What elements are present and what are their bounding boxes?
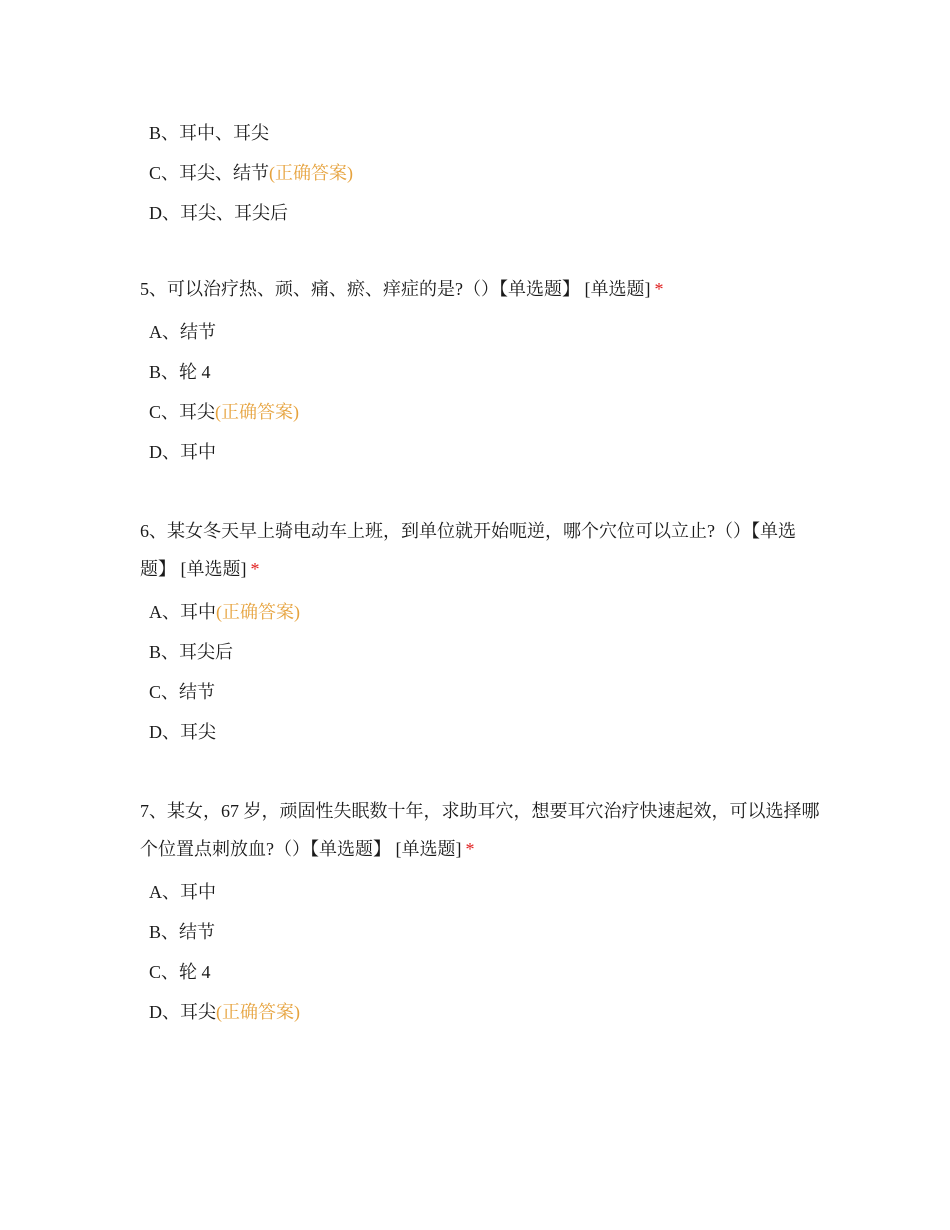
question-title: 5、可以治疗热、顽、痛、瘀、痒症的是?（）【单选题】 [单选题] * [140,279,664,299]
option-q5-a: A、结节 [149,322,216,342]
question-title: 7、某女，67 岁，顽固性失眠数十年，求助耳穴，想要耳穴治疗快速起效，可以选择哪个位置点刺放血?（）【单选题】 [单选题] * [140,801,820,859]
question-7 [140,792,820,1032]
option-q7-d: D、耳尖(正确答案) [149,1002,300,1022]
option-q6-c: C、结节 [149,682,216,702]
option-q6-b: B、耳尖后 [149,642,234,662]
option-q4-c: C、耳尖、结节(正确答案) [149,163,354,183]
question-6 [140,512,820,752]
question-4-tail [140,113,820,233]
correct-answer-tag: (正确答案) [269,163,354,183]
option-q7-b: B、结节 [149,922,216,942]
correct-answer-tag: (正确答案) [215,402,300,422]
option-q5-c: C、耳尖(正确答案) [149,402,300,422]
question-5 [140,270,820,472]
option-q5-b: B、轮 4 [149,362,211,382]
required-mark: * [654,279,664,299]
correct-answer-tag: (正确答案) [216,602,300,622]
question-title: 6、某女冬天早上骑电动车上班，到单位就开始呃逆，哪个穴位可以立止?（）【单选题】 [单选题] * [140,521,796,579]
option-q4-d: D、耳尖、耳尖后 [149,203,288,223]
option-q4-b: B、耳中、耳尖 [149,123,270,143]
option-q7-a: A、耳中 [149,882,216,902]
required-mark: * [250,559,260,579]
option-q7-c: C、轮 4 [149,962,211,982]
option-q5-d: D、耳中 [149,442,216,462]
option-q6-a: A、耳中(正确答案) [149,602,300,622]
correct-answer-tag: (正确答案) [216,1002,300,1022]
option-q6-d: D、耳尖 [149,722,216,742]
required-mark: * [465,839,475,859]
